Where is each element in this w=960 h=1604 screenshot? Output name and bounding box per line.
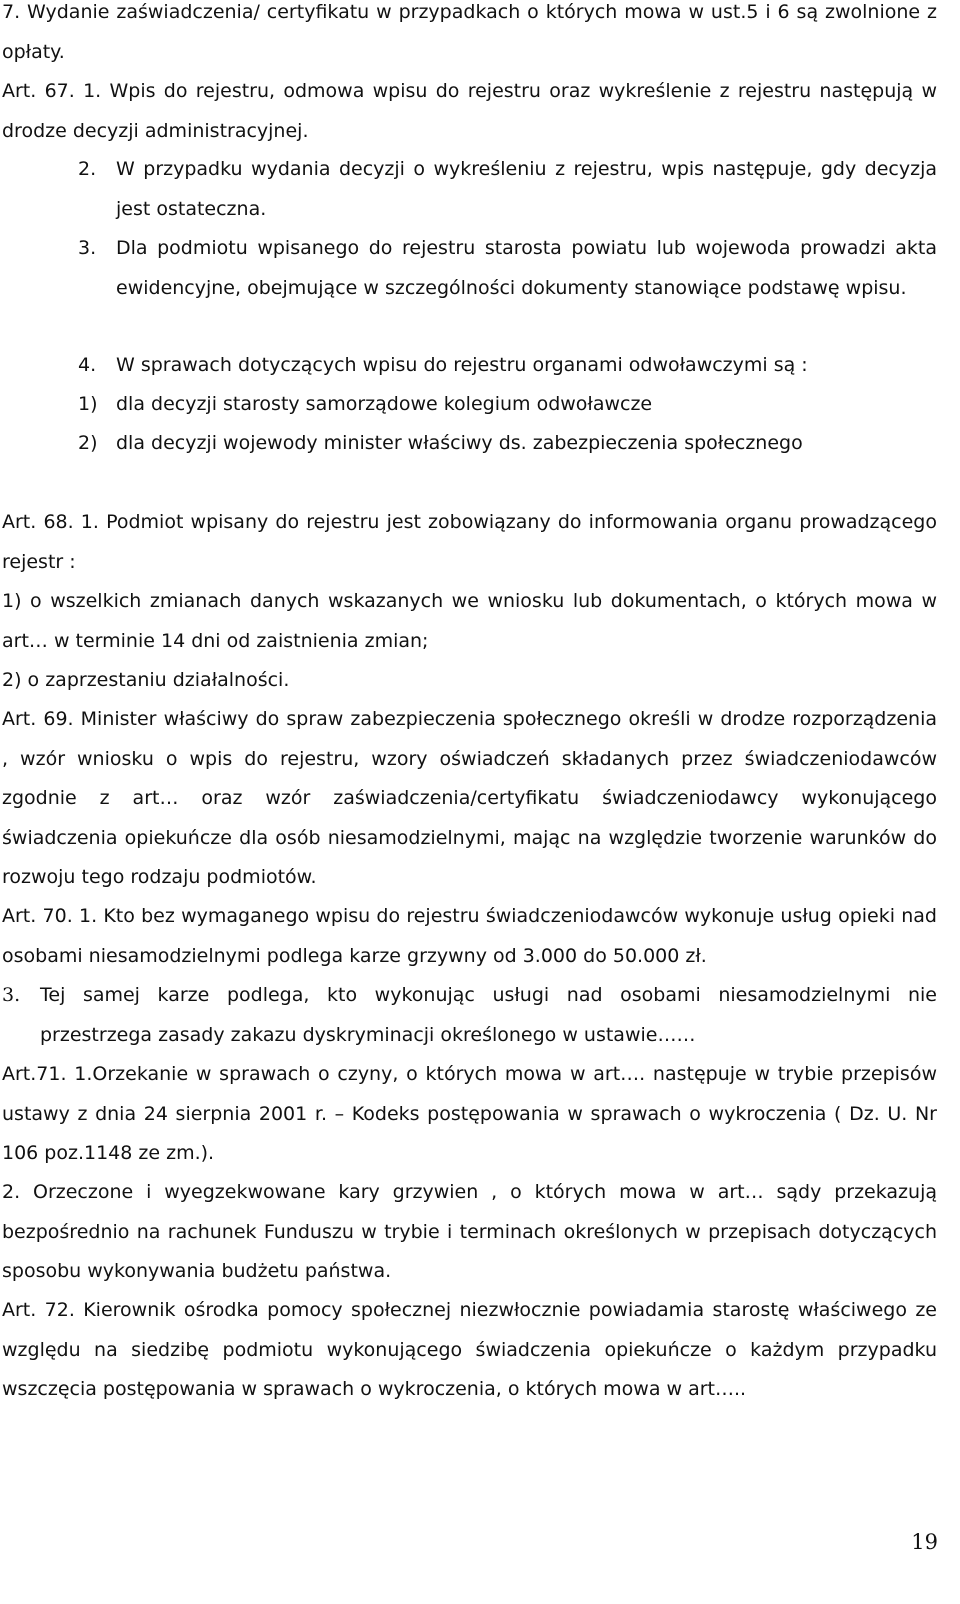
section-number: 3.	[2, 984, 21, 1006]
article-71-section-1: Art.71. 1.Orzekanie w sprawach o czyny, o których mowa w art…. następuje w trybie przepisów ustawy z dnia 24 sierpnia 2001 r. – Kodeks postępowania w sprawach o wykroczenia ( Dz. U. Nr 106 poz.1148 ze zm.).	[2, 1063, 937, 1165]
article-67-section-1: Art. 67. 1. Wpis do rejestru, odmowa wpisu do rejestru oraz wykreślenie z rejestru następują w drodze decyzji administracyjnej.	[2, 80, 937, 142]
page-number: 19	[911, 1530, 938, 1554]
article-68-item-1: 1) o wszelkich zmianach danych wskazanych we wniosku lub dokumentach, o których mowa w art… w terminie 14 dni od zaistnienia zmian;	[2, 590, 937, 652]
article-70-section-3	[2, 976, 937, 1055]
section-text: Dla podmiotu wpisanego do rejestru starosta powiatu lub wojewoda prowadzi akta ewidencyjne, obejmujące w szczególności dokumenty stanowiące podstawę wpisu.	[116, 237, 937, 299]
article-70-section-1: Art. 70. 1. Kto bez wymaganego wpisu do rejestru świadczeniodawców wykonuje usług opieki nad osobami niesamodzielnymi podlega karze grzywny od 3.000 do 50.000 zł.	[2, 905, 937, 967]
paragraph-7-fee-exemption: 7. Wydanie zaświadczenia/ certyfikatu w przypadkach o których mowa w ust.5 i 6 są zwolnione z opłaty.	[2, 1, 937, 63]
article-72: Art. 72. Kierownik ośrodka pomocy społecznej niezwłocznie powiadamia starostę właściwego ze względu na siedzibę podmiotu wykonującego świadczenia opiekuńcze o każdym przypadku wszczęcia postępowania w sprawach o wykroczenia, o których mowa w art…..	[2, 1299, 937, 1401]
section-text: W przypadku wydania decyzji o wykreśleniu z rejestru, wpis następuje, gdy decyzja jest ostateczna.	[116, 158, 937, 220]
section-number: 2.	[78, 158, 97, 180]
article-68-section-1: Art. 68. 1. Podmiot wpisany do rejestru jest zobowiązany do informowania organu prowadzącego rejestr :	[2, 511, 937, 573]
item-number: 1)	[78, 393, 98, 415]
section-text: W sprawach dotyczących wpisu do rejestru organami odwoławczymi są :	[116, 354, 808, 376]
article-67-section-4-item-1	[78, 385, 937, 425]
article-67-section-3	[78, 229, 937, 308]
article-67-section-2	[78, 150, 937, 229]
article-71-section-2: 2. Orzeczone i wyegzekwowane kary grzywien , o których mowa w art… sądy przekazują bezpośrednio na rachunek Funduszu w trybie i terminach określonych w przepisach dotyczących sposobu wykonywania budżetu państwa.	[2, 1181, 937, 1283]
item-text: dla decyzji starosty samorządowe kolegium odwoławcze	[116, 393, 653, 415]
section-number: 4.	[78, 354, 97, 376]
item-text: dla decyzji wojewody minister właściwy ds. zabezpieczenia społecznego	[116, 432, 803, 454]
article-69: Art. 69. Minister właściwy do spraw zabezpieczenia społecznego określi w drodze rozporządzenia , wzór wniosku o wpis do rejestru, wzory oświadczeń składanych przez świadczeniodawców zgodnie z art… oraz wzór zaświadczenia/certyfikatu świadczeniodawcy wykonującego świadczenia opiekuńcze dla osób niesamodzielnymi, mając na względzie tworzenie warunków do rozwoju tego rodzaju podmiotów.	[2, 708, 937, 889]
article-67-section-4-item-2	[78, 424, 937, 464]
article-67-section-4	[78, 346, 937, 386]
item-number: 2)	[78, 432, 98, 454]
section-number: 3.	[78, 237, 97, 259]
section-text: Tej samej karze podlega, kto wykonując usługi nad osobami niesamodzielnymi nie przestrzega zasady zakazu dyskryminacji określonego w ustawie……	[40, 984, 937, 1046]
article-68-item-2: 2) o zaprzestaniu działalności.	[2, 669, 290, 691]
